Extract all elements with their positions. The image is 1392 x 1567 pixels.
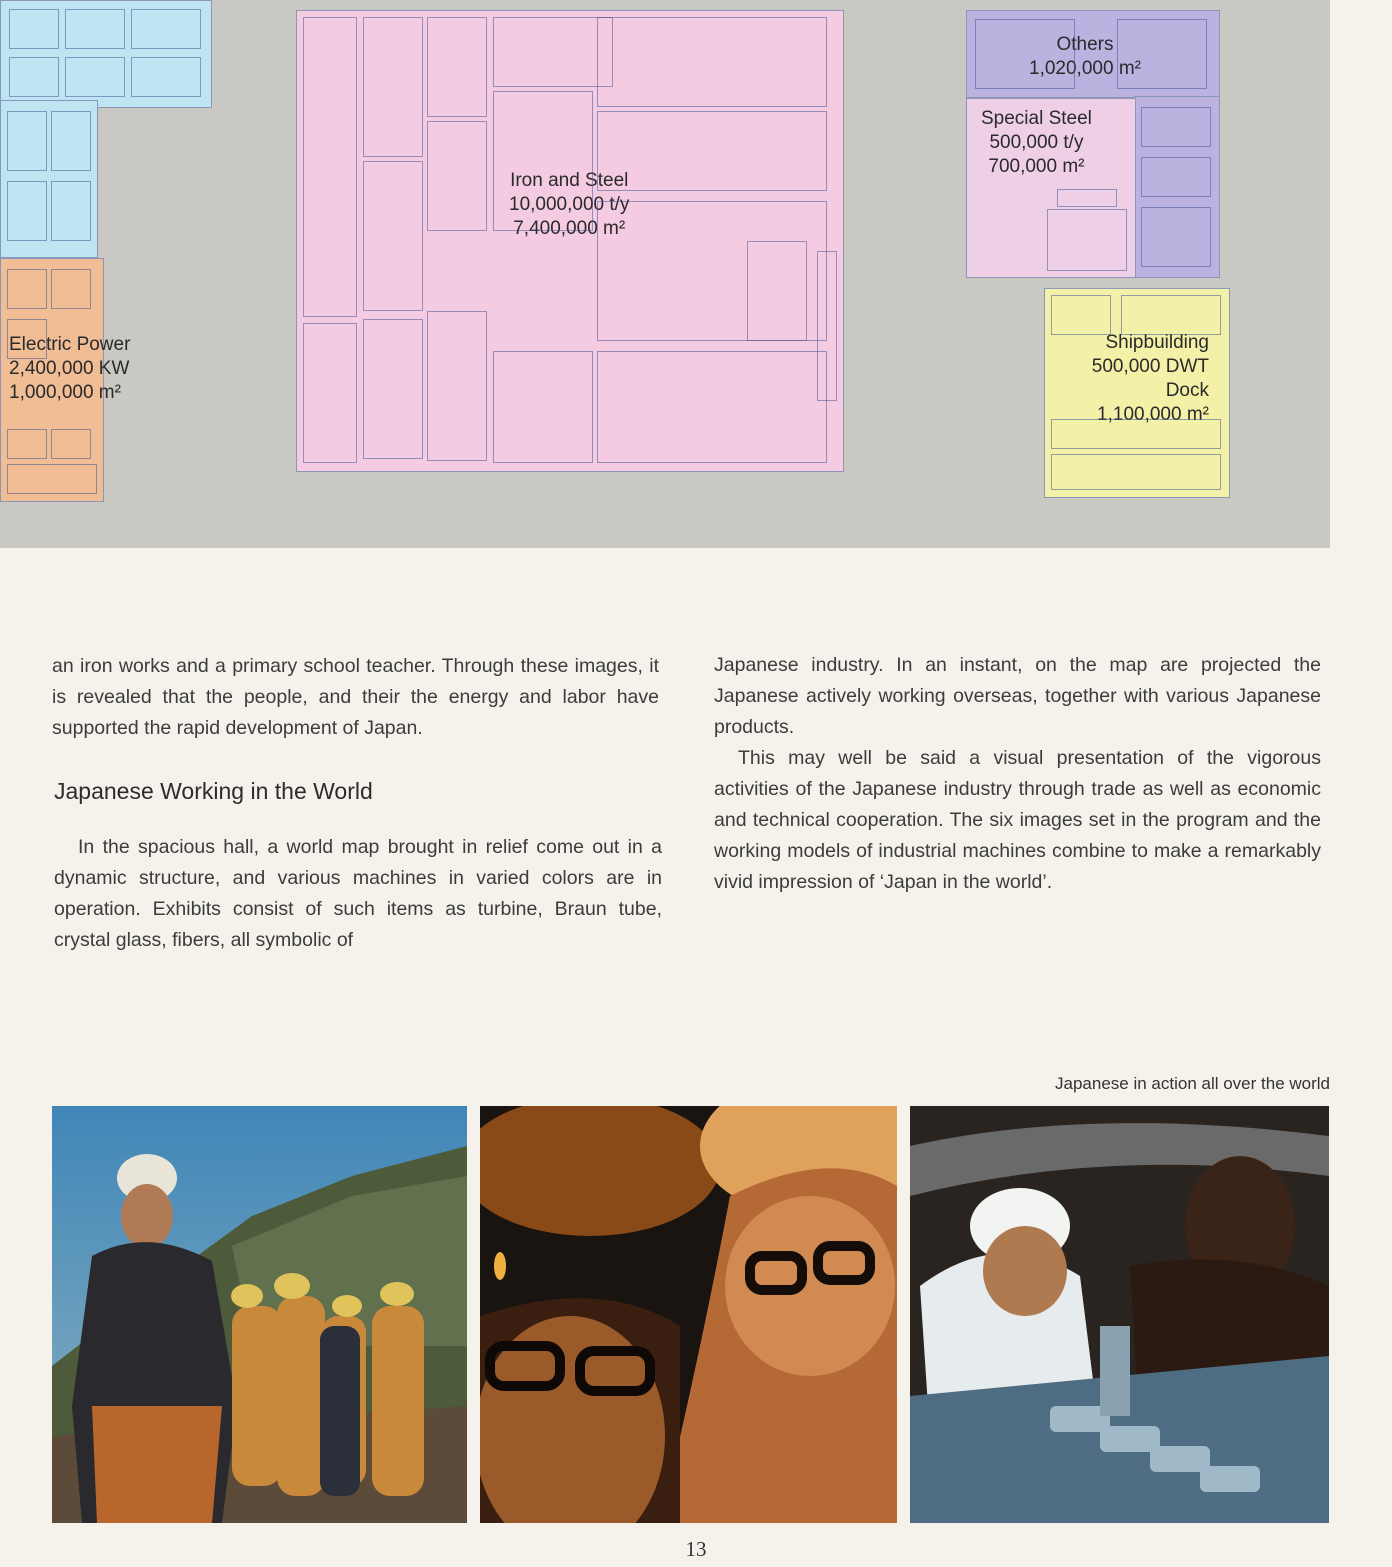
building-outline xyxy=(51,269,91,309)
building-outline xyxy=(9,57,59,97)
building-outline xyxy=(1141,157,1211,197)
building-outline xyxy=(9,9,59,49)
building-outline xyxy=(131,57,201,97)
left-column xyxy=(52,651,659,744)
building-outline xyxy=(51,181,91,241)
left-paragraph-1: an iron works and a primary school teacher. Through these images, it is revealed that the people, and their the energy and labor have supported the rapid development of Japan. xyxy=(52,655,659,739)
left-paragraph-2: In the spacious hall, a world map brought in relief come out in a dynamic structure, and various machines in varied colors are in operation. Exhibits consist of such items as turbine, Braun tube, crystal glass, fibers, all symbolic of xyxy=(54,836,662,951)
right-paragraph-2: This may well be said a visual presentation of the vigorous activities of the Japanese industry through trade as well as economic and technical cooperation. The six images set in the program and the working models of industrial machines combine to make a remarkably vivid impression of ‘Japan in the world’. xyxy=(714,747,1321,893)
building-outline xyxy=(363,17,423,157)
building-outline xyxy=(1141,107,1211,147)
photo-miners-on-hillside xyxy=(52,1106,467,1523)
building-outline xyxy=(7,319,47,359)
map-zone-upper-left xyxy=(0,0,212,108)
building-outline xyxy=(7,269,47,309)
building-outline xyxy=(817,251,837,401)
building-outline xyxy=(493,351,593,463)
map-zone-others xyxy=(966,10,1220,98)
section-heading: Japanese Working in the World xyxy=(54,778,373,804)
photo-workers-with-glasses xyxy=(480,1106,897,1523)
building-outline xyxy=(493,17,613,87)
map-zone-upper-left-lower xyxy=(0,100,98,258)
building-outline xyxy=(1051,454,1221,490)
building-outline xyxy=(65,57,125,97)
right-paragraph-1: Japanese industry. In an instant, on the map are projected the Japanese actively working overseas, together with various Japanese products. xyxy=(714,654,1321,738)
building-outline xyxy=(7,429,47,459)
building-outline xyxy=(1057,189,1117,207)
building-outline xyxy=(1121,295,1221,335)
building-outline xyxy=(427,17,487,117)
building-outline xyxy=(363,161,423,311)
special-steel-label: Special Steel 500,000 t/y 700,000 m² xyxy=(981,108,1092,177)
map-zone-special-steel xyxy=(966,98,1136,278)
building-outline xyxy=(363,319,423,459)
shipbuilding-label: Shipbuilding 500,000 DWT Dock 1,100,000 m² xyxy=(1091,332,1209,425)
building-outline xyxy=(597,351,827,463)
others-label: Others 1,020,000 m² xyxy=(1029,34,1141,79)
building-outline xyxy=(1047,209,1127,271)
building-outline xyxy=(493,91,593,231)
building-outline xyxy=(1141,207,1211,267)
building-outline xyxy=(1051,295,1111,335)
building-outline xyxy=(597,17,827,107)
map-zone-iron-and-steel xyxy=(296,10,844,472)
building-outline xyxy=(51,111,91,171)
building-outline xyxy=(65,9,125,49)
building-outline xyxy=(7,111,47,171)
electric-power-label: Electric Power 2,400,000 KW 1,000,000 m² xyxy=(9,334,131,403)
map-zone-others-side xyxy=(1134,96,1220,278)
building-outline xyxy=(975,19,1075,89)
page-number: 13 xyxy=(685,1537,707,1561)
left-column-lower xyxy=(54,832,662,956)
building-outline xyxy=(597,111,827,191)
building-outline xyxy=(747,241,807,341)
map-zone-shipbuilding xyxy=(1044,288,1230,498)
building-outline xyxy=(303,323,357,463)
photo-caption: Japanese in action all over the world xyxy=(1055,1074,1330,1093)
building-outline xyxy=(7,181,47,241)
building-outline xyxy=(1117,19,1207,89)
map-zone-electric-power xyxy=(0,258,131,502)
photo-workers-at-machine xyxy=(910,1106,1329,1523)
industrial-site-map xyxy=(0,0,1330,548)
building-outline xyxy=(51,429,91,459)
building-outline xyxy=(1051,419,1221,449)
building-outline xyxy=(303,17,357,317)
building-outline xyxy=(427,121,487,231)
iron-and-steel-label: Iron and Steel 10,000,000 t/y 7,400,000 m² xyxy=(509,170,630,239)
building-outline xyxy=(7,464,97,494)
building-outline xyxy=(427,311,487,461)
building-outline xyxy=(131,9,201,49)
right-column xyxy=(714,650,1321,898)
